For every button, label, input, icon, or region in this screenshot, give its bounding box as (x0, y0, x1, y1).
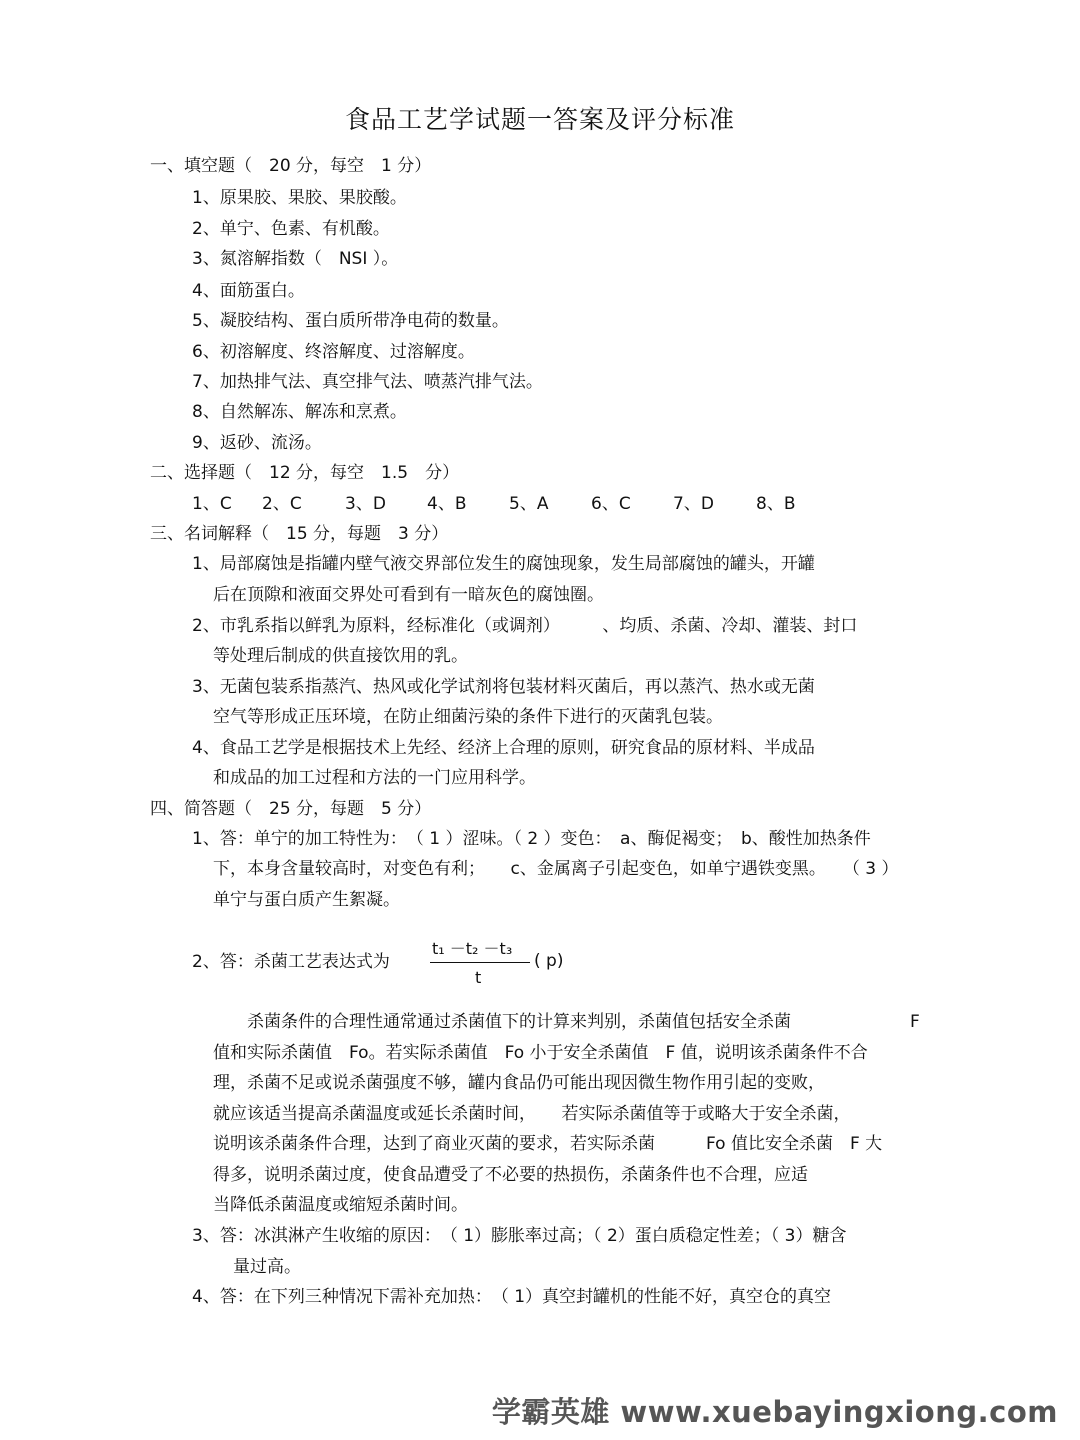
term-definition-line: 空气等形成正压环境，在防止细菌污染的条件下进行的灭菌乳包装。 (213, 707, 723, 727)
choice-answer: 1、C (192, 494, 232, 514)
fill-answer-6: 6、初溶解度、终溶解度、过溶解度。 (192, 342, 475, 362)
section3-heading: 三、名词解释（ 15 分，每题 3 分） (150, 524, 449, 544)
short-answer-1-line: 单宁与蛋白质产生絮凝。 (213, 890, 400, 910)
short-answer-1-line: 下，本身含量较高时，对变色有利； c、金属离子引起变色，如单宁遇铁变黑。 （ 3 ） (213, 859, 899, 879)
fraction-bar (430, 962, 530, 963)
term-definition-line: 1、局部腐蚀是指罐内壁气液交界部位发生的腐蚀现象，发生局部腐蚀的罐头，开罐 (192, 554, 815, 574)
short-answer-2-line: 说明该杀菌条件合理，达到了商业灭菌的要求，若实际杀菌 Fo 值比安全杀菌 F 大 (213, 1134, 883, 1154)
fill-answer-4: 4、面筋蛋白。 (192, 281, 305, 301)
short-answer-2-label: 2、答：杀菌工艺表达式为 (192, 952, 390, 972)
short-answer-2-line: 理，杀菌不足或说杀菌强度不够，罐内食品仍可能出现因微生物作用引起的变败， (213, 1073, 825, 1093)
section1-heading: 一、填空题（ 20 分，每空 1 分） (150, 156, 432, 176)
document-title: 食品工艺学试题一答案及评分标准 (344, 105, 735, 134)
short-answer-2-line: 得多，说明杀菌过度，使食品遭受了不必要的热损伤，杀菌条件也不合理，应适 (213, 1165, 808, 1185)
term-definition-line: 后在顶隙和液面交界处可看到有一暗灰色的腐蚀圈。 (213, 585, 604, 605)
fill-answer-3: 3、氮溶解指数（ NSI ）。 (192, 249, 399, 269)
choice-answer: 4、B (427, 494, 467, 514)
term-definition-line: 2、市乳系指以鲜乳为原料，经标准化（或调剂） 、均质、杀菌、冷却、灌装、封口 (192, 616, 858, 636)
formula-denominator: t (475, 968, 482, 987)
choice-answer: 8、B (756, 494, 796, 514)
site-watermark: 学霸英雄 www.xuebayingxiong.com (491, 1395, 1058, 1429)
choice-answer: 7、D (673, 494, 714, 514)
short-answer-2-line: 当降低杀菌温度或缩短杀菌时间。 (213, 1195, 468, 1215)
fill-answer-7: 7、加热排气法、真空排气法、喷蒸汽排气法。 (192, 372, 543, 392)
term-definition-line: 等处理后制成的供直接饮用的乳。 (213, 646, 468, 666)
term-definition-line: 4、食品工艺学是根据技术上先经、经济上合理的原则，研究食品的原材料、半成品 (192, 738, 815, 758)
section2-heading: 二、选择题（ 12 分，每空 1.5 分） (150, 463, 460, 483)
choice-answer: 3、D (345, 494, 386, 514)
term-definition-line: 和成品的加工过程和方法的一门应用科学。 (213, 768, 536, 788)
short-answer-3-line: 3、答：冰淇淋产生收缩的原因： （ 1）膨胀率过高；（ 2）蛋白质稳定性差；（ 3）糖含 (192, 1226, 847, 1246)
fill-answer-8: 8、自然解冻、解冻和烹煮。 (192, 402, 407, 422)
choice-answer: 2、C (262, 494, 302, 514)
choice-answer: 5、A (509, 494, 549, 514)
short-answer-1-line: 1、答：单宁的加工特性为： （ 1 ）涩味。（ 2 ）变色： a、酶促褐变； b、酸性加热条件 (192, 829, 871, 849)
fill-answer-5: 5、凝胶结构、蛋白质所带净电荷的数量。 (192, 311, 509, 331)
fill-answer-2: 2、单宁、色素、有机酸。 (192, 219, 390, 239)
formula-suffix: ( p) (534, 951, 564, 971)
short-answer-2-line: 就应该适当提高杀菌温度或延长杀菌时间， 若实际杀菌值等于或略大于安全杀菌， (213, 1104, 851, 1124)
term-definition-line: 3、无菌包装系指蒸汽、热风或化学试剂将包装材料灭菌后，再以蒸汽、热水或无菌 (192, 677, 815, 697)
formula-numerator: t₁ －t₂ －t₃ (432, 939, 513, 958)
short-answer-2-line: 杀菌条件的合理性通常通过杀菌值下的计算来判别，杀菌值包括安全杀菌 F (213, 1012, 920, 1032)
fill-answer-1: 1、原果胶、果胶、果胶酸。 (192, 188, 407, 208)
short-answer-3-line: 量过高。 (233, 1257, 301, 1277)
short-answer-2-line: 值和实际杀菌值 Fo。若实际杀菌值 Fo 小于安全杀菌值 F 值，说明该杀菌条件不合 (213, 1043, 868, 1063)
fill-answer-9: 9、返砂、流汤。 (192, 433, 322, 453)
choice-answer: 6、C (591, 494, 631, 514)
short-answer-4-line: 4、答：在下列三种情况下需补充加热： （ 1）真空封罐机的性能不好，真空仓的真空 (192, 1287, 832, 1307)
section4-heading: 四、简答题（ 25 分，每题 5 分） (150, 799, 432, 819)
